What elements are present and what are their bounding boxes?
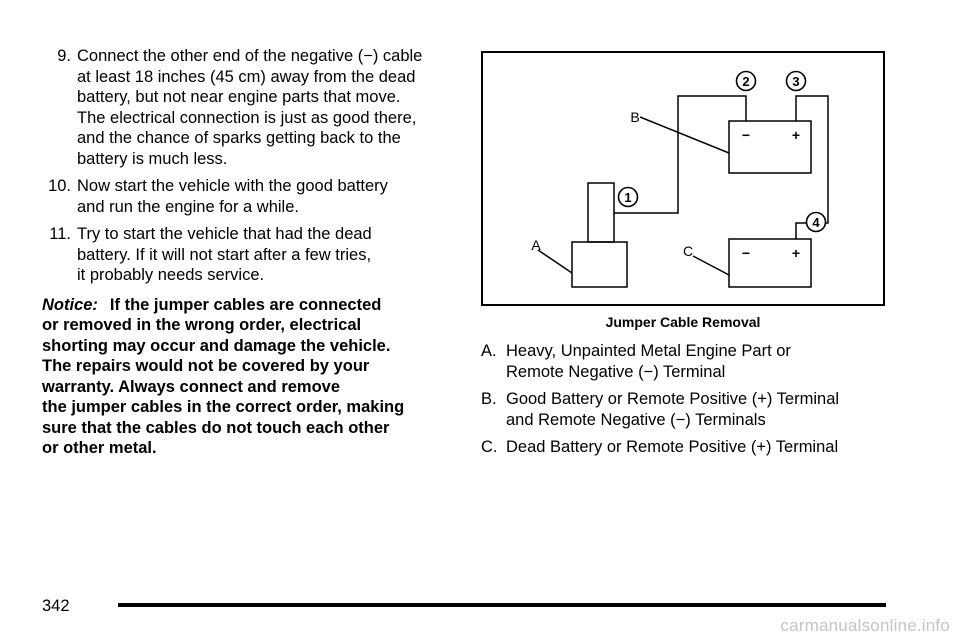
legend-text: Dead Battery or Remote Positive (+) Terminal <box>506 438 839 456</box>
notice-paragraph <box>42 295 460 459</box>
step-text: Connect the other end of the negative (−) cable at least 18 inches (45 cm) away from the dead battery, but not near engine parts that move. The electrical connection is just as good there, and the chance of sparks getting back to the battery is much less. <box>77 47 423 168</box>
legend-letter: C. <box>481 438 498 456</box>
legend-item-a <box>481 341 901 382</box>
marker-3-label: 3 <box>792 74 800 89</box>
jumper-cable-diagram <box>481 51 885 306</box>
step-9 <box>42 46 460 169</box>
step-10 <box>42 176 460 217</box>
step-number: 10. <box>48 177 71 195</box>
page-number: 342 <box>42 597 70 615</box>
legend-text: Good Battery or Remote Positive (+) Terminal and Remote Negative (−) Terminals <box>506 390 840 429</box>
diagram-caption: Jumper Cable Removal <box>605 314 761 330</box>
dead-battery-negative: − <box>741 245 751 261</box>
notice-label: Notice: <box>42 295 98 314</box>
legend-text: Heavy, Unpainted Metal Engine Part or Remote Negative (−) Terminal <box>506 342 791 381</box>
instructions-column <box>42 46 460 459</box>
dead-battery-positive: + <box>791 245 801 261</box>
watermark: carmanualsonline.info <box>780 616 950 635</box>
legend-item-b <box>481 389 901 430</box>
good-battery-positive: + <box>791 127 801 143</box>
good-battery-negative: − <box>741 127 751 143</box>
marker-2-label: 2 <box>742 74 750 89</box>
marker-1-label: 1 <box>624 190 632 205</box>
legend-letter: A. <box>481 342 497 360</box>
legend-letter: B. <box>481 390 497 408</box>
step-text: Try to start the vehicle that had the dead battery. If it will not start after a few tries, it probably needs service. <box>77 225 372 284</box>
marker-4-label: 4 <box>812 215 820 230</box>
step-11 <box>42 224 460 286</box>
leader-b <box>640 117 729 153</box>
notice-text: If the jumper cables are connected or removed in the wrong order, electrical shorting may occur and damage the vehicle. The repairs would not be covered by your warranty. Always connect and remove the jumper cables in the correct order, making sure that the cables do not touch each other or other metal. <box>42 295 405 457</box>
leader-c <box>693 256 729 275</box>
engine-part-stem <box>588 183 614 242</box>
label-c: C <box>682 243 694 259</box>
label-a: A <box>531 237 541 253</box>
step-number: 11. <box>49 225 71 243</box>
legend-item-c <box>481 437 901 458</box>
engine-part <box>572 242 627 287</box>
step-number: 9. <box>57 47 71 65</box>
diagram-legend <box>481 341 901 465</box>
step-text: Now start the vehicle with the good battery and run the engine for a while. <box>77 177 388 216</box>
leader-a <box>538 250 572 273</box>
label-b: B <box>630 109 640 125</box>
footer-rule <box>118 603 886 607</box>
diagram-drawing <box>483 53 883 304</box>
